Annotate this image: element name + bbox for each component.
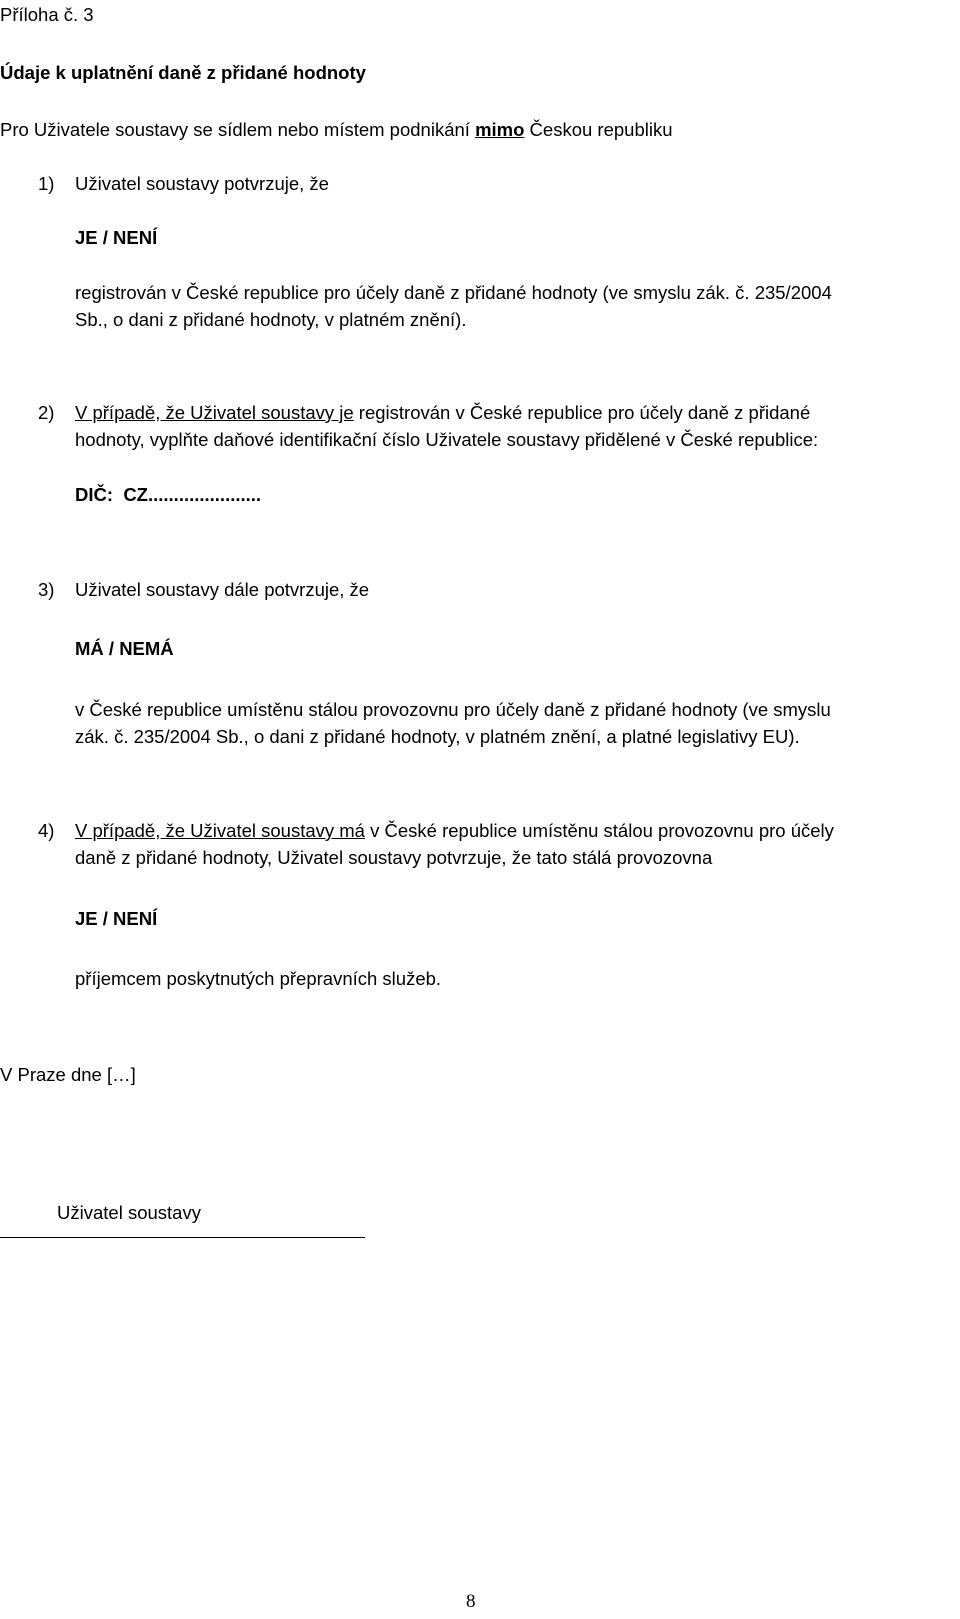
item4-line1	[75, 822, 834, 841]
item3-line2: zák. č. 235/2004 Sb., o dani z přidané hodnoty, v platném znění, a platné legislativy EU).	[75, 726, 800, 747]
item1-line1: registrován v České republice pro účely daně z přidané hodnoty (ve smyslu zák. č. 235/2004	[75, 282, 832, 303]
item2-line1	[75, 404, 810, 423]
item1-text: Uživatel soustavy potvrzuje, že	[75, 173, 329, 194]
item1-choice: JE / NENÍ	[75, 227, 158, 248]
dic-value: CZ......................	[123, 484, 262, 505]
intro-emphasis: mimo	[475, 119, 525, 140]
item4-underlined: V případě, že Uživatel soustavy má	[75, 820, 365, 841]
item4-choice: JE / NENÍ	[75, 908, 158, 929]
item3-choice: MÁ / NEMÁ	[75, 638, 174, 659]
intro-prefix: Pro Uživatele soustavy se sídlem nebo místem podnikání	[0, 119, 476, 140]
item2-rest: registrován v České republice pro účely daně z přidané	[353, 402, 811, 423]
item3-text: Uživatel soustavy dále potvrzuje, že	[75, 579, 370, 600]
item2-line2: hodnoty, vyplňte daňové identifikační číslo Uživatele soustavy přidělené v České republice:	[75, 429, 819, 450]
item1-line2: Sb., o dani z přidané hodnoty, v platném znění).	[75, 309, 467, 330]
document-title: Údaje k uplatnění daně z přidané hodnoty	[0, 62, 366, 83]
item4-number: 4)	[38, 820, 55, 841]
signature-label: Uživatel soustavy	[57, 1202, 201, 1223]
place-date: V Praze dne […]	[0, 1064, 136, 1085]
item2-underlined: V případě, že Uživatel soustavy je	[75, 402, 354, 423]
item2-number: 2)	[38, 402, 55, 423]
item3-line1: v České republice umístěnu stálou provozovnu pro účely daně z přidané hodnoty (ve smyslu	[75, 699, 831, 720]
item4-line3: příjemcem poskytnutých přepravních služeb.	[75, 968, 442, 989]
dic-field	[75, 486, 261, 505]
intro-line	[0, 121, 673, 140]
signature-line	[0, 1237, 365, 1238]
item4-line2: daně z přidané hodnoty, Uživatel soustavy potvrzuje, že tato stálá provozovna	[75, 847, 713, 868]
item4-rest: v České republice umístěnu stálou provozovnu pro účely	[364, 820, 834, 841]
page-number: 8	[466, 1591, 476, 1612]
item3-number: 3)	[38, 579, 55, 600]
intro-suffix: Českou republiku	[524, 119, 673, 140]
annex-label: Příloha č. 3	[0, 4, 94, 25]
item1-number: 1)	[38, 173, 55, 194]
dic-label: DIČ:	[75, 484, 114, 505]
